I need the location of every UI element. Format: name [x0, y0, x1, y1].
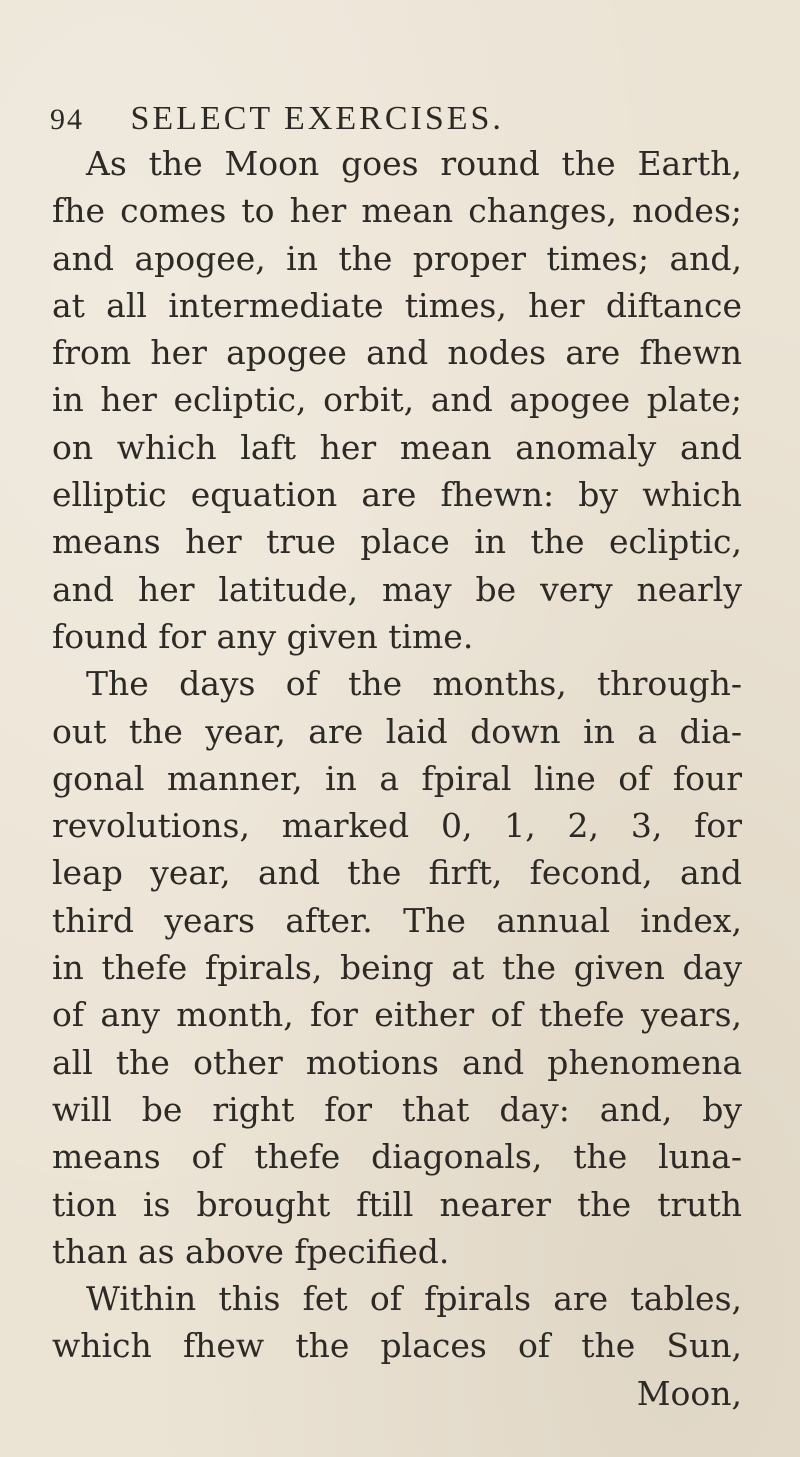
text-line: As the Moon goes round the Earth, [86, 144, 742, 183]
text-line: and apogee, in the proper times; and, [52, 238, 742, 278]
text-line: leap year, and the firft, fecond, and [52, 853, 742, 893]
text-line: on which laft her mean anomaly and [52, 427, 742, 467]
text-line: than as above fpecified. [52, 1231, 450, 1271]
page-number: 94 [50, 103, 84, 136]
text-line: at all intermediate times, her diftance [52, 285, 742, 325]
text-line: found for any given time. [52, 616, 474, 656]
text-line: out the year, are laid down in a dia- [52, 711, 742, 751]
text-line: tion is brought ftill nearer the truth [52, 1184, 742, 1224]
text-line: elliptic equation are fhewn: by which [52, 475, 742, 515]
body-text [52, 140, 742, 1417]
text-line: all the other motions and phenomena [52, 1042, 742, 1082]
text-line: The days of the months, through- [86, 664, 742, 704]
text-line: means her true place in the ecliptic, [52, 522, 742, 562]
text-line: in thefe fpirals, being at the given day [52, 948, 742, 988]
catchword: Moon, [636, 1373, 742, 1413]
text-line: means of thefe diagonals, the luna- [52, 1137, 742, 1177]
text-line: gonal manner, in a fpiral line of four [52, 758, 742, 798]
text-line: fhe comes to her mean changes, nodes; [52, 191, 742, 231]
text-line: from her apogee and nodes are fhewn [52, 333, 742, 373]
text-line: of any month, for either of thefe years, [52, 995, 742, 1035]
text-line: third years after. The annual index, [52, 900, 742, 940]
text-line: revolutions, marked 0, 1, 2, 3, for [52, 806, 742, 846]
text-line: will be right for that day: and, by [52, 1089, 742, 1129]
running-title: SELECT EXERCISES. [130, 100, 504, 137]
text-line: in her ecliptic, orbit, and apogee plate; [52, 380, 742, 420]
text-line: and her latitude, may be very nearly [52, 569, 742, 609]
text-line: which fhew the places of the Sun, [52, 1326, 742, 1366]
text-line: Within this fet of fpirals are tables, [86, 1279, 742, 1319]
